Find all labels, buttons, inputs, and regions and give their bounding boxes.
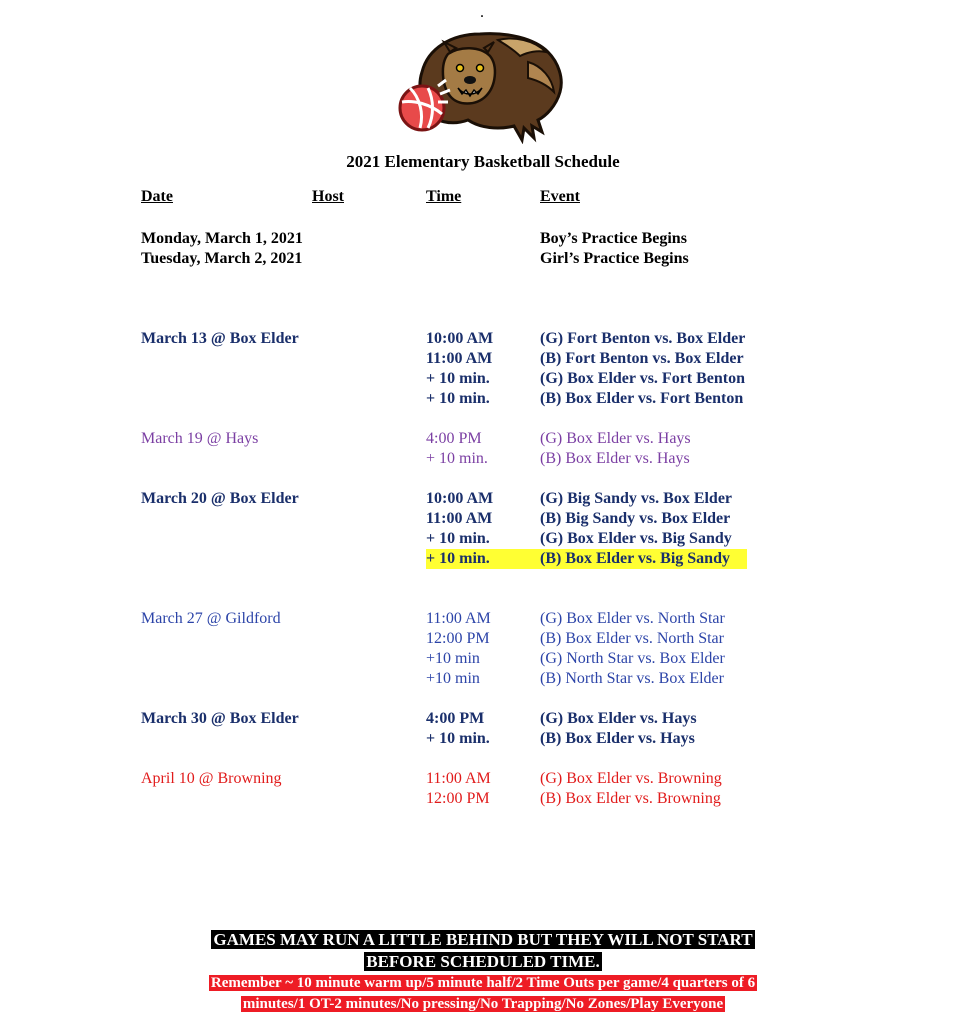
game-day-label: March 19 @ Hays — [141, 430, 259, 447]
game-time: + 10 min. — [426, 530, 490, 547]
game-event: (B) Fort Benton vs. Box Elder — [540, 350, 744, 367]
game-time: 4:00 PM — [426, 430, 482, 447]
stray-dot: . — [480, 4, 484, 21]
game-time: 11:00 AM — [426, 610, 491, 627]
game-time: 12:00 PM — [426, 790, 490, 807]
game-time: 11:00 AM — [426, 350, 493, 367]
remember-line-2: minutes/1 OT-2 minutes/No pressing/No Trapping/No Zones/Play Everyone — [242, 996, 724, 1012]
game-time: 11:00 AM — [426, 510, 493, 527]
practice-date: Monday, March 1, 2021 — [141, 230, 303, 247]
game-event: (G) Fort Benton vs. Box Elder — [540, 330, 746, 347]
game-event: (B) Box Elder vs. Fort Benton — [540, 390, 744, 407]
game-time: 11:00 AM — [426, 770, 491, 787]
game-time: + 10 min. — [426, 370, 490, 387]
game-time: + 10 min. — [426, 390, 490, 407]
practice-event: Girl’s Practice Begins — [540, 250, 689, 267]
game-day-label: April 10 @ Browning — [141, 770, 282, 787]
game-time: + 10 min. — [426, 730, 490, 747]
header-time: Time — [426, 188, 462, 205]
game-event: (G) North Star vs. Box Elder — [540, 650, 725, 667]
practice-date: Tuesday, March 2, 2021 — [141, 250, 303, 267]
game-event: (G) Big Sandy vs. Box Elder — [540, 490, 733, 507]
page-title: 2021 Elementary Basketball Schedule — [346, 152, 620, 171]
game-event: (B) Box Elder vs. Hays — [540, 450, 690, 467]
game-event: (B) Box Elder vs. Hays — [540, 730, 695, 747]
game-day-label: March 27 @ Gildford — [141, 610, 281, 627]
game-time: +10 min — [426, 670, 480, 687]
game-time: 10:00 AM — [426, 330, 494, 347]
game-event: (G) Box Elder vs. Browning — [540, 770, 722, 787]
notice-line-1: GAMES MAY RUN A LITTLE BEHIND BUT THEY WILL NOT START — [213, 930, 753, 949]
game-time-highlighted: + 10 min. — [426, 549, 540, 569]
practice-event: Boy’s Practice Begins — [540, 230, 687, 247]
grizzly-bear-logo — [388, 22, 568, 144]
game-event: (B) Box Elder vs. Browning — [540, 790, 721, 807]
header-date: Date — [141, 188, 173, 205]
game-event: (B) Box Elder vs. North Star — [540, 630, 724, 647]
game-time: +10 min — [426, 650, 480, 667]
game-event: (G) Box Elder vs. Big Sandy — [540, 530, 732, 547]
game-event-highlighted: (B) Box Elder vs. Big Sandy — [540, 549, 747, 569]
game-day-label: March 13 @ Box Elder — [141, 330, 299, 347]
game-event: (B) Big Sandy vs. Box Elder — [540, 510, 731, 527]
game-day-label: March 20 @ Box Elder — [141, 490, 299, 507]
header-event: Event — [540, 188, 580, 205]
notice-line-2: BEFORE SCHEDULED TIME. — [366, 952, 600, 971]
game-time: 4:00 PM — [426, 710, 485, 727]
schedule-notice — [0, 929, 966, 973]
game-time: + 10 min. — [426, 450, 488, 467]
game-time: 10:00 AM — [426, 490, 494, 507]
game-day-label: March 30 @ Box Elder — [141, 710, 299, 727]
game-event: (B) North Star vs. Box Elder — [540, 670, 724, 687]
rules-reminder — [0, 973, 966, 1015]
game-event: (G) Box Elder vs. Hays — [540, 430, 691, 447]
remember-line-1: Remember ~ 10 minute warm up/5 minute half/2 Time Outs per game/4 quarters of 6 — [210, 975, 756, 991]
game-event: (G) Box Elder vs. Hays — [540, 710, 697, 727]
game-event: (G) Box Elder vs. North Star — [540, 610, 725, 627]
game-event: (G) Box Elder vs. Fort Benton — [540, 370, 746, 387]
header-host: Host — [312, 188, 344, 205]
game-time: 12:00 PM — [426, 630, 490, 647]
